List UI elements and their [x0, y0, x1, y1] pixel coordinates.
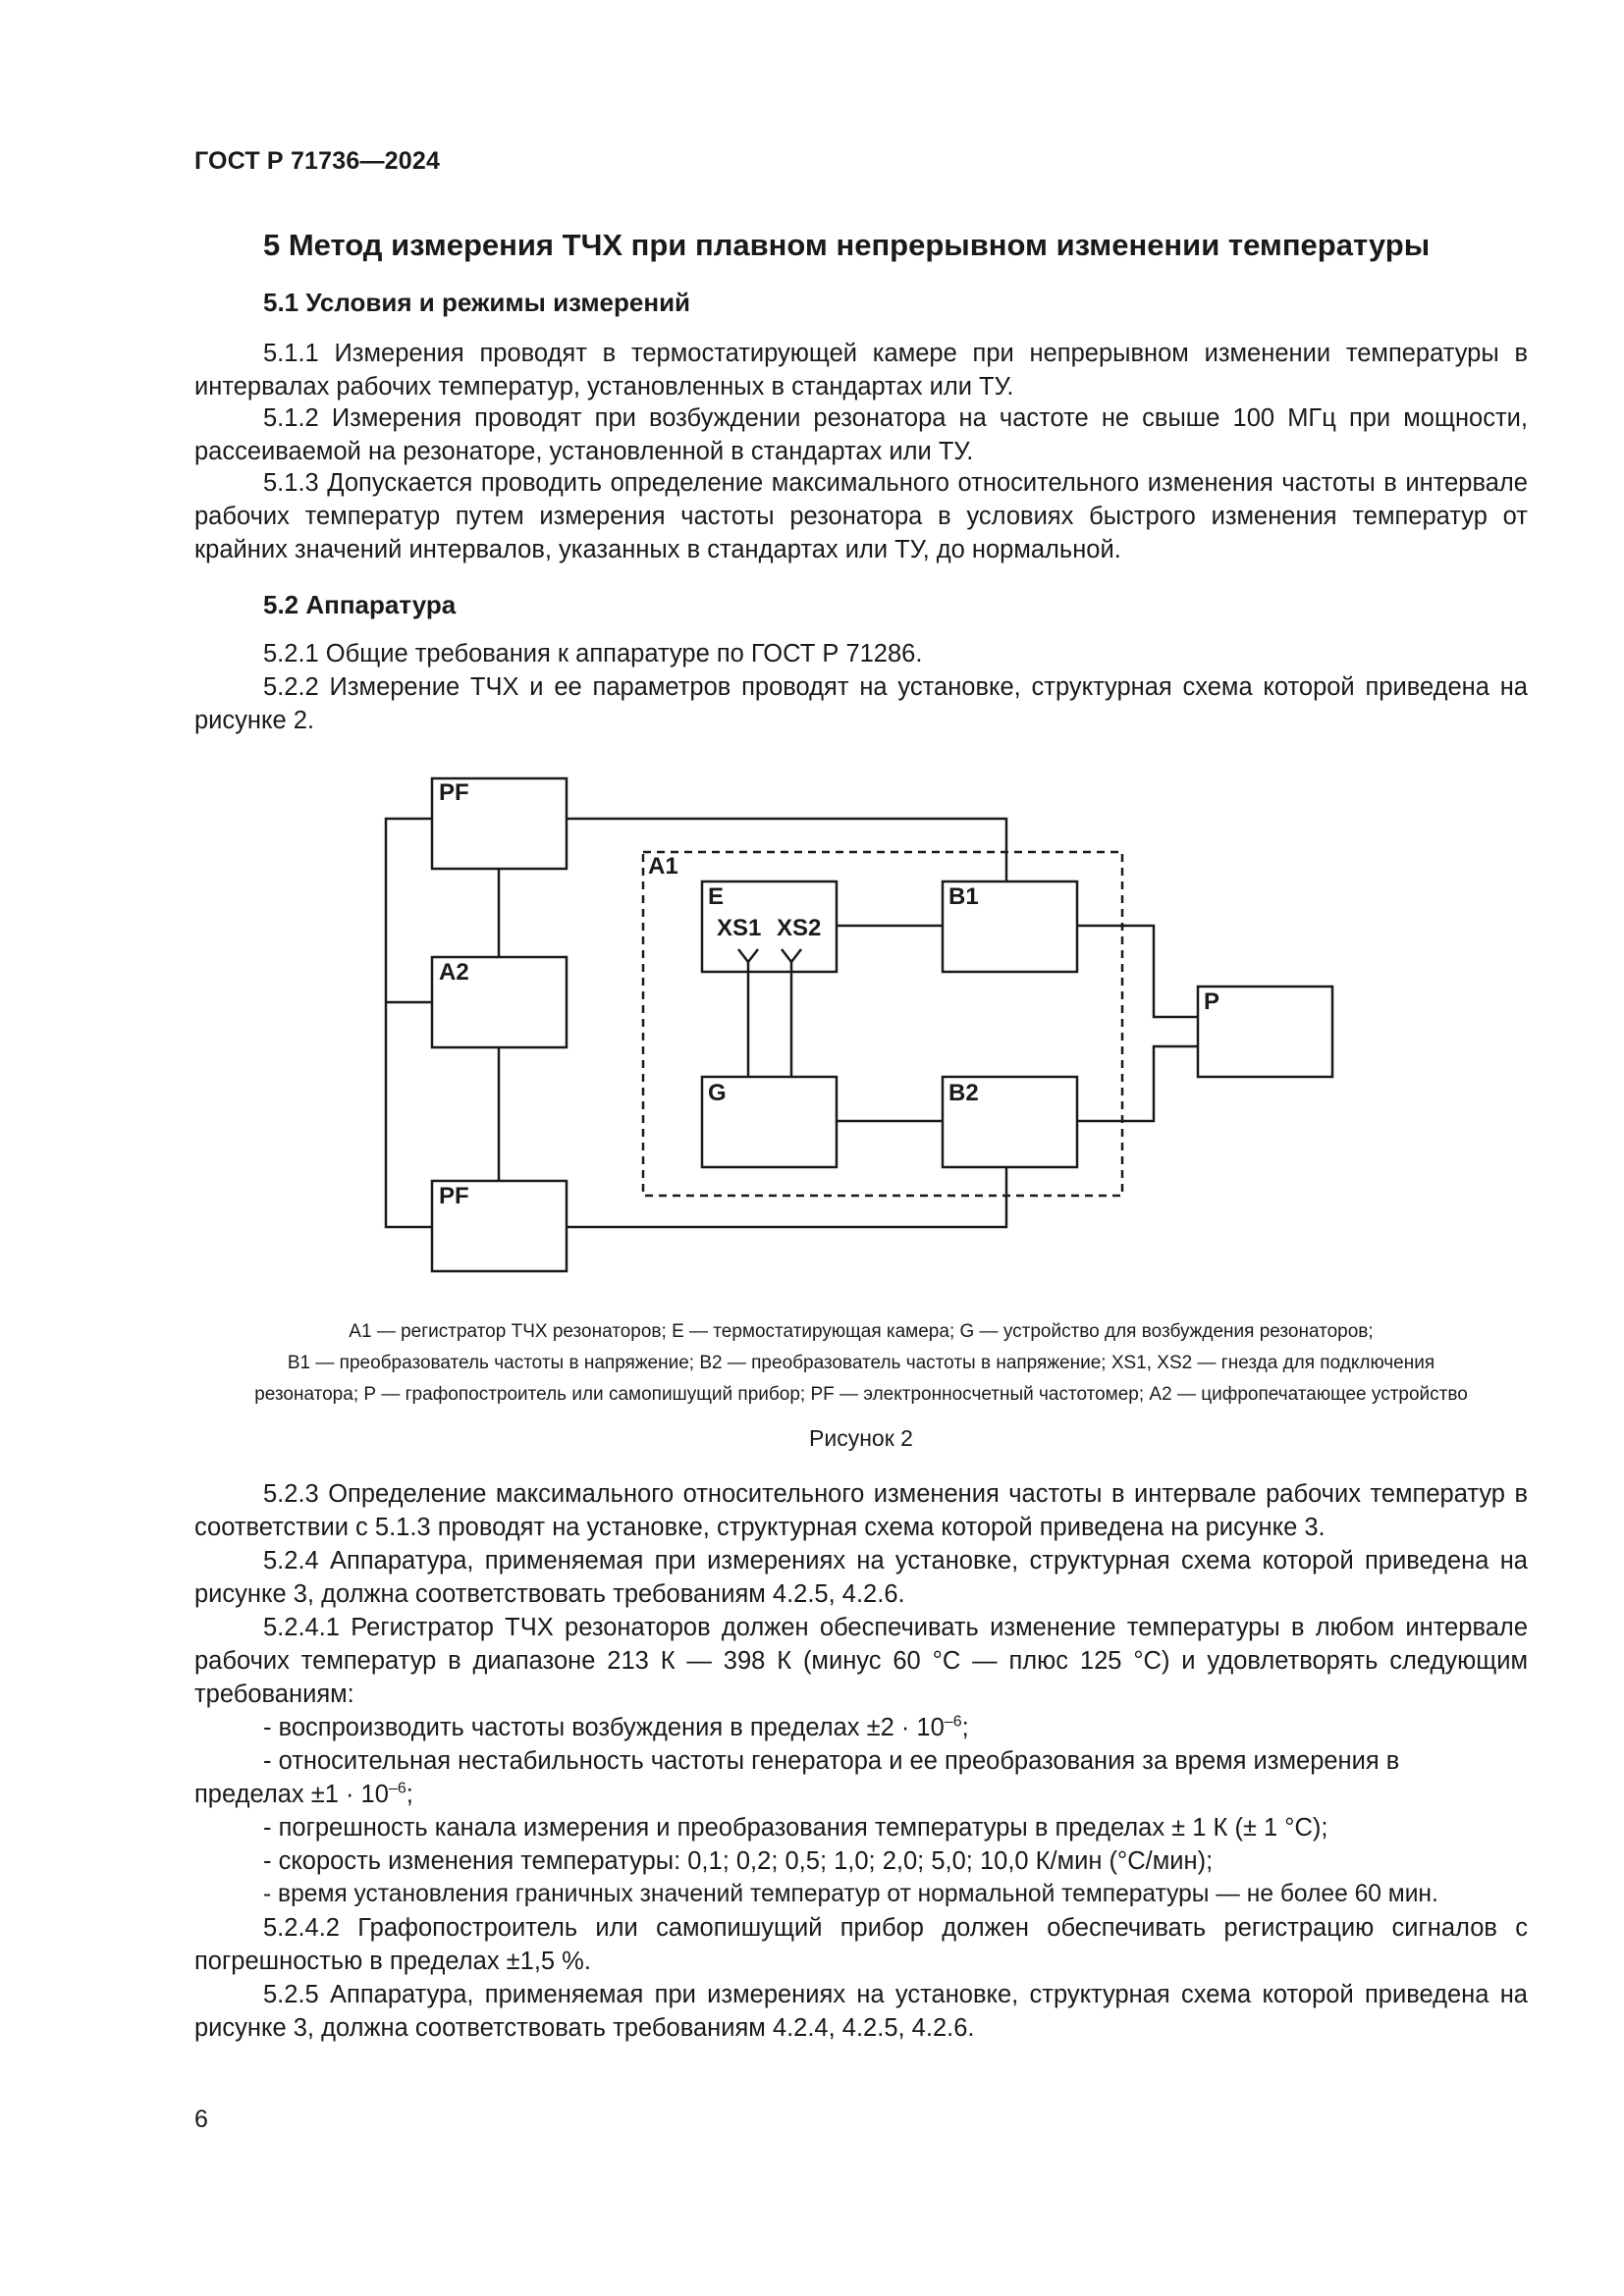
paragraph-5-1-1: 5.1.1 Измерения проводят в термостатирующей камере при непрерывном изменении температуры в интервалах рабочих температур, установленных в стандартах или ТУ. — [194, 340, 1528, 400]
paragraph-5-2-4-2: 5.2.4.2 Графопостроитель или самопишущий прибор должен обеспечивать регистрацию сигналов с погрешностью в пределах ±1,5 %. — [194, 1914, 1528, 1975]
figure-caption-line-3: резонатора; Р — графопостроитель или самопишущий прибор; PF — электронносчетный частотомер; А2 — цифропечатающее устройство — [254, 1384, 1468, 1405]
b2-p-link — [1077, 1046, 1198, 1121]
paragraph-5-1-2: 5.1.2 Измерения проводят при возбуждении резонатора на частоте не свыше 100 МГц при мощности, рассеиваемой на резонаторе, установленной в стандартах или ТУ. — [194, 404, 1528, 465]
paragraph-5-2-4: 5.2.4 Аппаратура, применяемая при измерениях на установке, структурная схема которой приведена на рисунке 3, должна соответствовать требованиям 4.2.5, 4.2.6. — [194, 1547, 1528, 1608]
bullet-instability-line-1: - относительная нестабильность частоты генератора и ее преобразования за время измерения в — [263, 1747, 1400, 1775]
left-bus-line — [386, 819, 432, 1227]
label-xs2: XS2 — [777, 915, 822, 941]
paragraph-5-2-5: 5.2.5 Аппаратура, применяемая при измерениях на установке, структурная схема которой приведена на рисунке 3, должна соответствовать требованиям 4.2.4, 4.2.5, 4.2.6. — [194, 1981, 1528, 2042]
page-number: 6 — [194, 2106, 208, 2133]
section-5-title: 5 Метод измерения ТЧХ при плавном непрерывном изменении температуры — [263, 228, 1431, 262]
document-header: ГОСТ Р 71736—2024 — [194, 147, 441, 175]
bullet-1-text: - воспроизводить частоты возбуждения в пределах ±2 · 10 — [263, 1714, 945, 1741]
bullet-1-end: ; — [961, 1714, 969, 1741]
paragraph-5-2-1: 5.2.1 Общие требования к аппаратуре по ГОСТ Р 71286. — [263, 640, 923, 667]
label-a2: A2 — [439, 959, 469, 986]
bullet-excitation-frequency — [194, 1711, 1528, 1744]
bullet-2-exponent: –6 — [388, 1780, 406, 1797]
bullet-settling-time: - время установления граничных значений температур от нормальной температуры — не более 60 мин. — [263, 1881, 1438, 1907]
label-p: P — [1204, 988, 1220, 1015]
bullet-2-text: пределах ±1 · 10 — [194, 1781, 389, 1808]
figure-caption-line-1: А1 — регистратор ТЧХ резонаторов; Е — термостатирующая камера; G — устройство для возбуждения резонаторов; — [349, 1321, 1374, 1342]
paragraph-5-1-3: 5.1.3 Допускается проводить определение максимального относительного изменения частоты в интервале рабочих температур путем измерения частоты резонатора в условиях быстрого изменения температур от крайних значений интервалов, указанных в стандартах или ТУ, до нормальной. — [194, 469, 1528, 563]
bullet-2-end: ; — [406, 1781, 413, 1808]
xs2-socket — [782, 949, 801, 962]
label-b2: B2 — [948, 1080, 979, 1106]
pf-top-b1-link — [567, 819, 1006, 881]
label-g: G — [708, 1080, 727, 1106]
label-b1: B1 — [948, 883, 979, 910]
figure-caption-line-2: В1 — преобразователь частоты в напряжение; В2 — преобразователь частоты в напряжение; XS1, XS2 — гнезда для подключения — [287, 1353, 1435, 1373]
section-5-2-title: 5.2 Аппаратура — [263, 590, 457, 619]
pf-bottom-b2-link — [567, 1167, 1006, 1227]
bullet-temperature-error: - погрешность канала измерения и преобразования температуры в пределах ± 1 К (± 1 °С); — [263, 1814, 1328, 1842]
b1-p-link — [1077, 926, 1198, 1017]
bullet-temperature-rate: - скорость изменения температуры: 0,1; 0,2; 0,5; 1,0; 2,0; 5,0; 10,0 К/мин (°С/мин); — [263, 1847, 1214, 1875]
figure-2-title: Рисунок 2 — [809, 1425, 913, 1451]
bullet-1-exponent: –6 — [944, 1713, 962, 1731]
label-xs1: XS1 — [717, 915, 762, 941]
xs1-socket — [738, 949, 758, 962]
paragraph-5-2-4-1: 5.2.4.1 Регистратор ТЧХ резонаторов должен обеспечивать изменение температуры в любом интервале рабочих температур в диапазоне 213 К — 398 К (минус 60 °С — плюс 125 °С) и удовлетворять следующим требованиям: — [194, 1614, 1528, 1708]
bullet-instability-line-2 — [194, 1778, 1528, 1811]
section-5-1-title: 5.1 Условия и режимы измерений — [263, 288, 691, 317]
paragraph-5-2-2: 5.2.2 Измерение ТЧХ и ее параметров проводят на установке, структурная схема которой приведена на рисунке 2. — [194, 673, 1528, 734]
label-e: E — [708, 883, 725, 910]
paragraph-5-2-3: 5.2.3 Определение максимального относительного изменения частоты в интервале рабочих температур в соответствии с 5.1.3 проводят на установке, структурная схема которой приведена на рисунке 3. — [194, 1480, 1528, 1541]
label-a1: A1 — [648, 853, 678, 880]
label-pf-top: PF — [439, 779, 469, 806]
label-pf-bottom: PF — [439, 1183, 469, 1209]
